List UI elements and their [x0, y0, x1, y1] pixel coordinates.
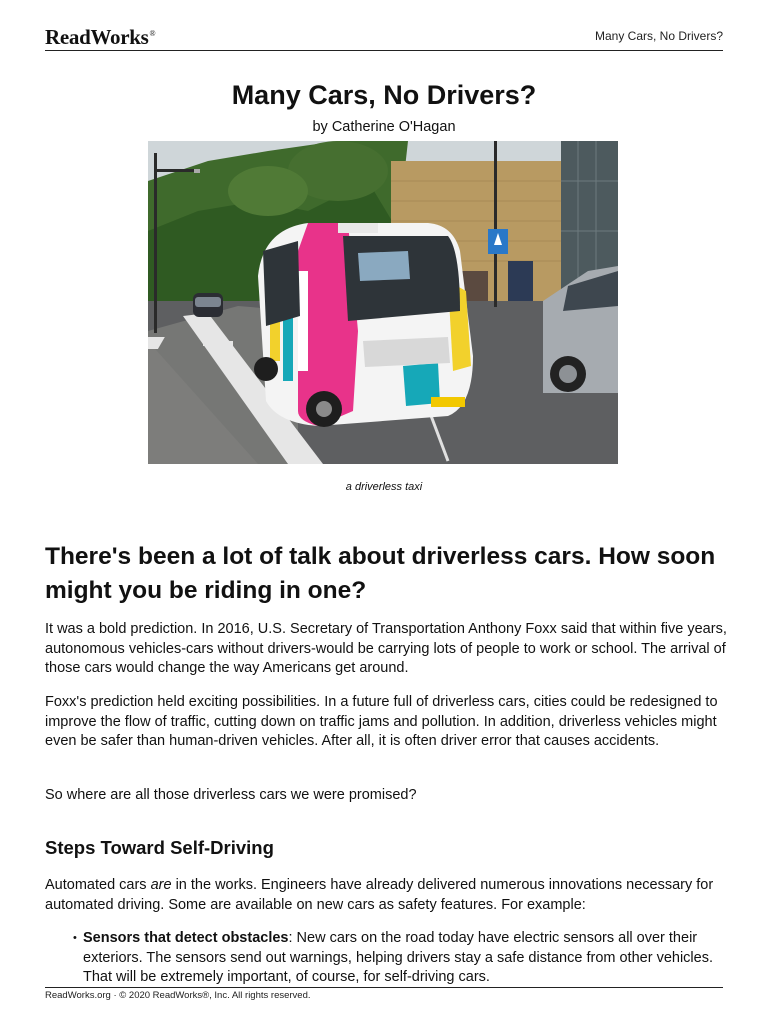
logo-text: ReadWorks	[45, 25, 149, 49]
article-title: Many Cars, No Drivers?	[231, 80, 537, 110]
bullet-marker: •	[73, 932, 77, 944]
lead-question: There's been a lot of talk about driverless cars. How soon might you be riding in one?	[45, 543, 716, 604]
list-item	[75, 929, 735, 988]
paragraph-2: Foxx's prediction held exciting possibilities. In a future full of driverless cars, cities could be redesigned to improve the flow of traffic, cutting down on traffic jams and pollution. In addition, driverless vehicles might even be safer than human-driven vehicles. After all, it is often driver error that causes accidents.	[45, 694, 718, 750]
readworks-logo[interactable]	[45, 25, 155, 50]
paragraph-3: So where are all those driverless cars we were promised?	[45, 787, 417, 803]
bullet-term: Sensors that detect obstacles	[83, 930, 289, 946]
image-caption: a driverless taxi	[345, 481, 423, 493]
section-text-after: in the works. Engineers have already delivered numerous innovations necessary for automated driving. Some are available on new cars as safety features. For example:	[45, 877, 714, 913]
driverless-taxi-photo	[148, 141, 618, 464]
article-byline: by Catherine O'Hagan	[312, 119, 456, 135]
section-heading: Steps Toward Self-Driving	[45, 837, 274, 858]
bullet-text: : New cars on the road today have electric sensors all over their exteriors. The sensors send out warnings, helping drivers stay a safe distance from other vehicles. That will be extremely important, of course, for self-driving cars.	[83, 930, 713, 986]
running-title: Many Cars, No Drivers?	[594, 29, 723, 43]
footer-divider	[45, 987, 723, 988]
section-paragraph	[45, 876, 735, 915]
bullet-body	[83, 929, 735, 988]
section-text-before: Automated cars	[45, 877, 151, 893]
paragraph-1: It was a bold prediction. In 2016, U.S. Secretary of Transportation Anthony Foxx said that within five years, autonomous vehicles-cars without drivers-would be carrying lots of people to work or school. The arrival of those cars would change the way Americans get around.	[45, 621, 727, 677]
page-footer: ReadWorks.org · © 2020 ReadWorks®, Inc. All rights reserved.	[45, 990, 311, 1001]
page-header	[45, 22, 723, 51]
registered-mark: ®	[149, 29, 156, 38]
section-emphasis: are	[150, 877, 172, 893]
